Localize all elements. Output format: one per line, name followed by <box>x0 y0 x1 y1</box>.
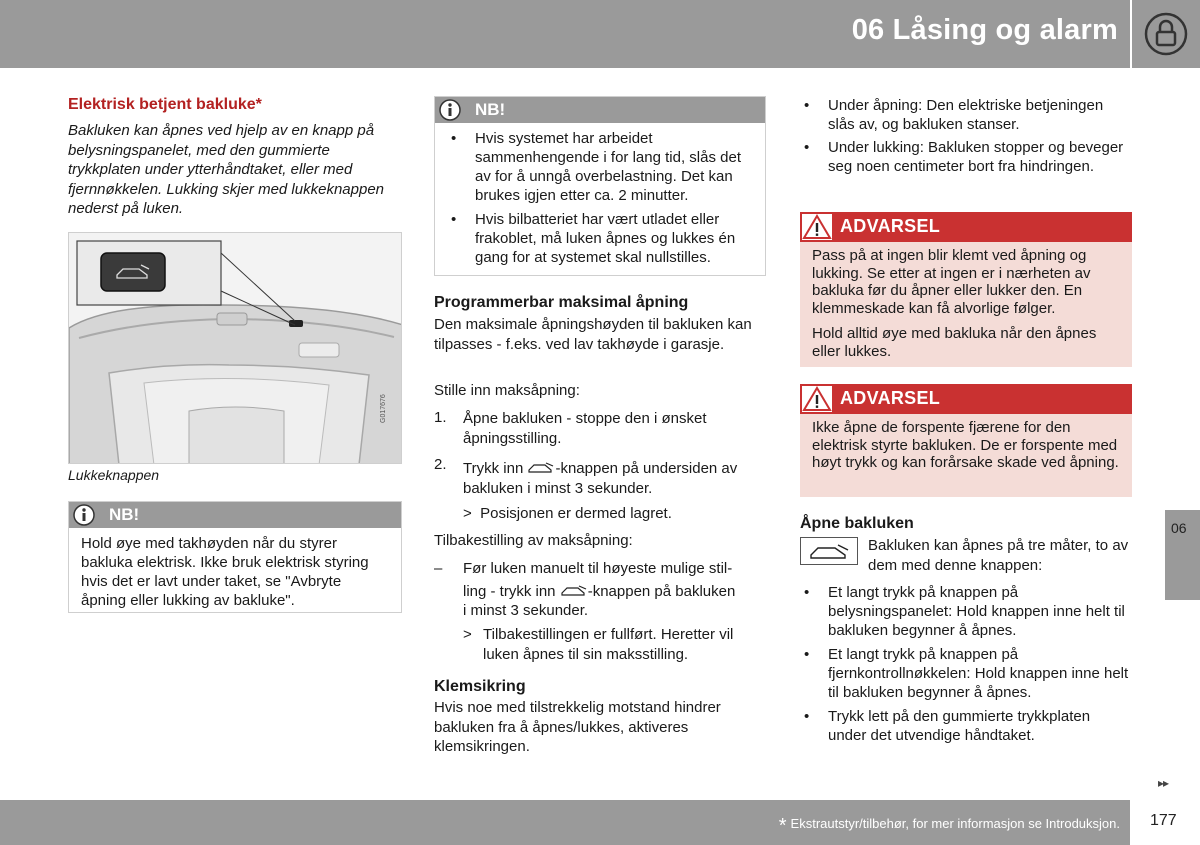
note-bullets <box>435 123 765 267</box>
list-item: • Trykk lett på den gummierte trykkplaten under det utvendige håndtaket. <box>800 707 1132 745</box>
footer-note: * Ekstrautstyr/tilbehør, for mer informasjon se Introduksjon. <box>778 815 1120 837</box>
section-title: Elektrisk betjent bakluke* <box>68 96 262 113</box>
reset-step: – Før luken manuelt til høyeste mulige stil- ling - trykk inn -knappen på bakluken i minst 3 sekunder. <box>434 560 736 619</box>
step-text: Trykk inn -knappen på undersiden av bakluken i minst 3 sekunder. <box>463 460 738 497</box>
page-title: 06 Låsing og alarm <box>851 14 1118 46</box>
note-label: NB! <box>475 100 506 119</box>
chapter-tab-label: 06 <box>1171 520 1187 536</box>
list-item: • Under åpning: Den elektriske betjeningen slås av, og bakluken stanser. <box>800 96 1132 134</box>
tailgate-button-icon <box>560 583 588 597</box>
figure-caption: Lukkeknappen <box>68 467 160 483</box>
note-text: Hold øye med takhøyden når du styrer bakluka elektrisk. Ikke bruk elektrisk styring hvis det er lavt under taket, se "Avbryte åpning eller lukking av bakluke". <box>81 535 369 609</box>
tailgate-symbol-box <box>800 537 858 565</box>
warning-label: ADVARSEL <box>840 216 941 236</box>
section-heading: Klemsikring <box>434 678 526 695</box>
paragraph: Hvis noe med tilstrekkelig motstand hindrer bakluken fra å åpnes/lukkes, aktiveres klemsikringen. <box>434 699 721 755</box>
info-icon <box>439 99 461 121</box>
section-heading: Programmerbar maksimal åpning <box>434 294 689 311</box>
list-item: • Et langt trykk på knappen på belysningspanelet: Hold knappen inne helt til bakluken begynner å åpnes. <box>800 583 1132 640</box>
note-box-left <box>68 501 402 613</box>
tailgate-button-icon <box>801 538 857 564</box>
list-item: • Hvis systemet har arbeidet sammenhengende i for lang tid, slås det av for å unngå overbelastning. Det kan brukes igjen etter ca. 2 minutter. <box>447 129 755 205</box>
list-item: • Under lukking: Bakluken stopper og beveger seg noen centimeter bort fra hindringen. <box>800 138 1132 176</box>
paragraph: Stille inn maksåpning: <box>434 382 580 399</box>
step-number: 2. <box>434 456 447 473</box>
paragraph: Tilbakestilling av maksåpning: <box>434 532 633 549</box>
warning-triangle-icon <box>802 386 832 412</box>
warning-header <box>800 384 1132 414</box>
result-line: > Tilbakestillingen er fullført. Heretter vil luken åpnes til sin maksstilling. <box>463 626 734 663</box>
warning-triangle-icon <box>802 214 832 240</box>
warning-header <box>800 212 1132 242</box>
step-number: 1. <box>434 409 447 426</box>
header-icon-box <box>1132 0 1200 68</box>
warning-text: Pass på at ingen blir klemt ved åpning og lukking. Se etter at ingen er i nærheten av bakluka før du åpner eller lukker den. En klemmeskade kan få alvorlige følger. <box>812 247 1091 317</box>
warning-label: ADVARSEL <box>840 388 941 408</box>
figure-code: G017676 <box>380 394 387 423</box>
tailgate-figure <box>68 232 402 464</box>
bullet-list <box>800 583 1132 745</box>
step-text: Åpne bakluken - stoppe den i ønsket åpningsstilling. <box>463 410 707 447</box>
warning-box <box>800 212 1132 367</box>
note-header <box>435 97 765 123</box>
tailgate-button-icon <box>527 460 555 474</box>
warning-body <box>800 414 1132 482</box>
warning-text: Ikke åpne de forspente fjærene for den elektrisk styrte bakluken. De er forspente med høyt trykk og kan forårsake skade ved åpning. <box>812 419 1119 471</box>
note-header <box>69 502 401 528</box>
next-page-icon: ▸▸ <box>1158 776 1169 790</box>
paragraph: Bakluken kan åpnes på tre måter, to av dem med denne knappen: <box>868 537 1129 574</box>
warning-box <box>800 384 1132 497</box>
page-number: 177 <box>1150 812 1177 829</box>
bullet-list <box>800 96 1132 176</box>
tailgate-illustration <box>69 233 402 464</box>
section-heading: Åpne bakluken <box>800 515 914 532</box>
info-icon <box>73 504 95 526</box>
note-label: NB! <box>109 505 140 524</box>
paragraph: Den maksimale åpningshøyden til bakluken kan tilpasses - f.eks. ved lav takhøyde i garasje. <box>434 316 752 353</box>
padlock-icon <box>1144 12 1188 56</box>
warning-body <box>800 242 1132 370</box>
list-item: • Hvis bilbatteriet har vært utladet eller frakoblet, må luken åpnes og lukkes én gang for at systemet skal nullstilles. <box>447 210 755 267</box>
chapter-tab[interactable] <box>1165 510 1200 600</box>
list-item: • Et langt trykk på knappen på fjernkontrollnøkkelen: Hold knappen inne helt til bakluken begynner å åpnes. <box>800 645 1132 702</box>
result-line: > Posisjonen er dermed lagret. <box>463 505 672 522</box>
warning-text: Hold alltid øye med bakluka når den åpnes eller lukkes. <box>812 325 1097 360</box>
note-box-middle <box>434 96 766 276</box>
intro-text: Bakluken kan åpnes ved hjelp av en knapp på belysningspanelet, med den gummierte trykkplaten under ytterhåndtaket, eller med fjernnøkkelen. Lukking skjer med lukkeknappen nederst på luken. <box>68 122 385 217</box>
